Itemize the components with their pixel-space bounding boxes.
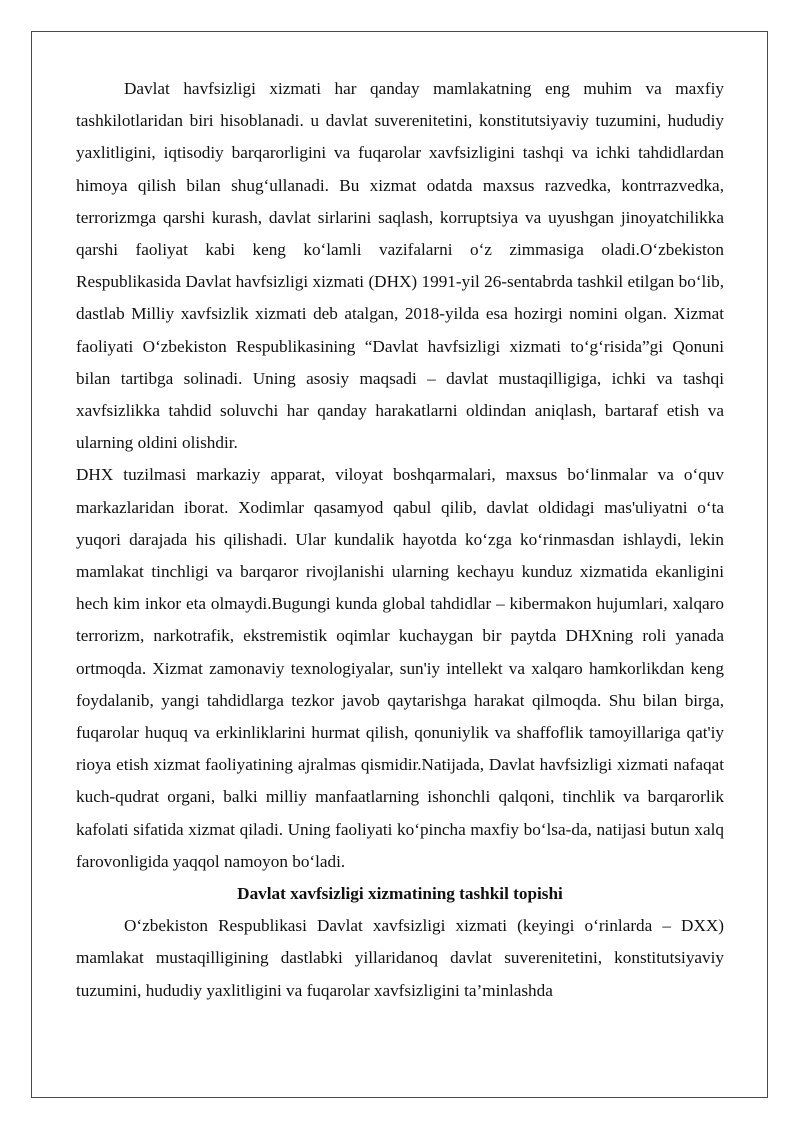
- paragraph-structure: DHX tuzilmasi markaziy apparat, viloyat boshqarmalari, maxsus bo‘linmalar va o‘quv markazlaridan iborat. Xodimlar qasamyod qabul qilib, davlat oldidagi mas'uliyatni o‘ta yuqori darajada his qilishadi. Ular kundalik hayotda ko‘zga ko‘rinmasdan ishlaydi, lekin mamlakat tinchligi va barqaror rivojlanishi ularning kechayu kunduz xizmatida ekanligini hech kim inkor eta olmaydi.Bugungi kunda global tahdidlar – kibermakon hujumlari, xalqaro terrorizm, narkotrafik, ekstremistik oqimlar kuchaygan bir paytda DHXning roli yanada ortmoqda. Xizmat zamonaviy texnologiyalar, sun'iy intellekt va xalqaro hamkorlikdan keng foydalanib, yangi tahdidlarga tezkor javob qaytarishga harakat qilmoqda. Shu bilan birga, fuqarolar huquq va erkinliklarini hurmat qilish, qonuniylik va shaffoflik tamoyillariga qat'iy rioya etish xizmat faoliyatining ajralmas qismidir.Natijada, Davlat havfsizligi xizmati nafaqat kuch-qudrat organi, balki milliy manfaatlarning ishonchli qalqoni, tinchlik va barqarorlik kafolati sifatida xizmat qiladi. Uning faoliyati ko‘pincha maxfiy bo‘lsa-da, natijasi butun xalq farovonligida yaqqol namoyon bo‘ladi.: [76, 465, 724, 871]
- paragraph-intro: Davlat havfsizligi xizmati har qanday mamlakatning eng muhim va maxfiy tashkilotlaridan biri hisoblanadi. u davlat suverenitetini, konstitutsiyaviy tuzumini, hududiy yaxlitligini, iqtisodiy barqarorligini va fuqarolar xavfsizligini tashqi va ichki tahdidlardan himoya qilish bilan shug‘ullanadi. Bu xizmat odatda maxsus razvedka, kontrrazvedka, terrorizmga qarshi kurash, davlat sirlarini saqlash, korruptsiya va uyushgan jinoyatchilikka qarshi faoliyat kabi keng ko‘lamli vazifalarni o‘z zimmasiga oladi.O‘zbekiston Respublikasida Davlat havfsizligi xizmati (DHX) 1991-yil 26-sentabrda tashkil etilgan bo‘lib, dastlab Milliy xavfsizlik xizmati deb atalgan, 2018-yilda esa hozirgi nomini olgan. Xizmat faoliyati O‘zbekiston Respublikasining “Davlat havfsizligi xizmati to‘g‘risida”gi Qonuni bilan tartibga solinadi. Uning asosiy maqsadi – davlat mustaqilligiga, ichki va tashqi xavfsizlikka tahdid soluvchi har qanday harakatlarni oldindan aniqlash, bartaraf etish va ularning oldini olishdir.: [76, 79, 724, 453]
- section-heading: Davlat xavfsizligi xizmatining tashkil topishi: [237, 884, 563, 904]
- paragraph-section-start: O‘zbekiston Respublikasi Davlat xavfsizligi xizmati (keyingi o‘rinlarda – DXX) mamlakat mustaqilligining dastlabki yillaridanoq davlat suverenitetini, konstitutsiyaviy tuzumini, hududiy yaxlitligini va fuqarolar xavfsizligini ta’minlashda: [76, 916, 724, 1000]
- document-body: [76, 73, 724, 1007]
